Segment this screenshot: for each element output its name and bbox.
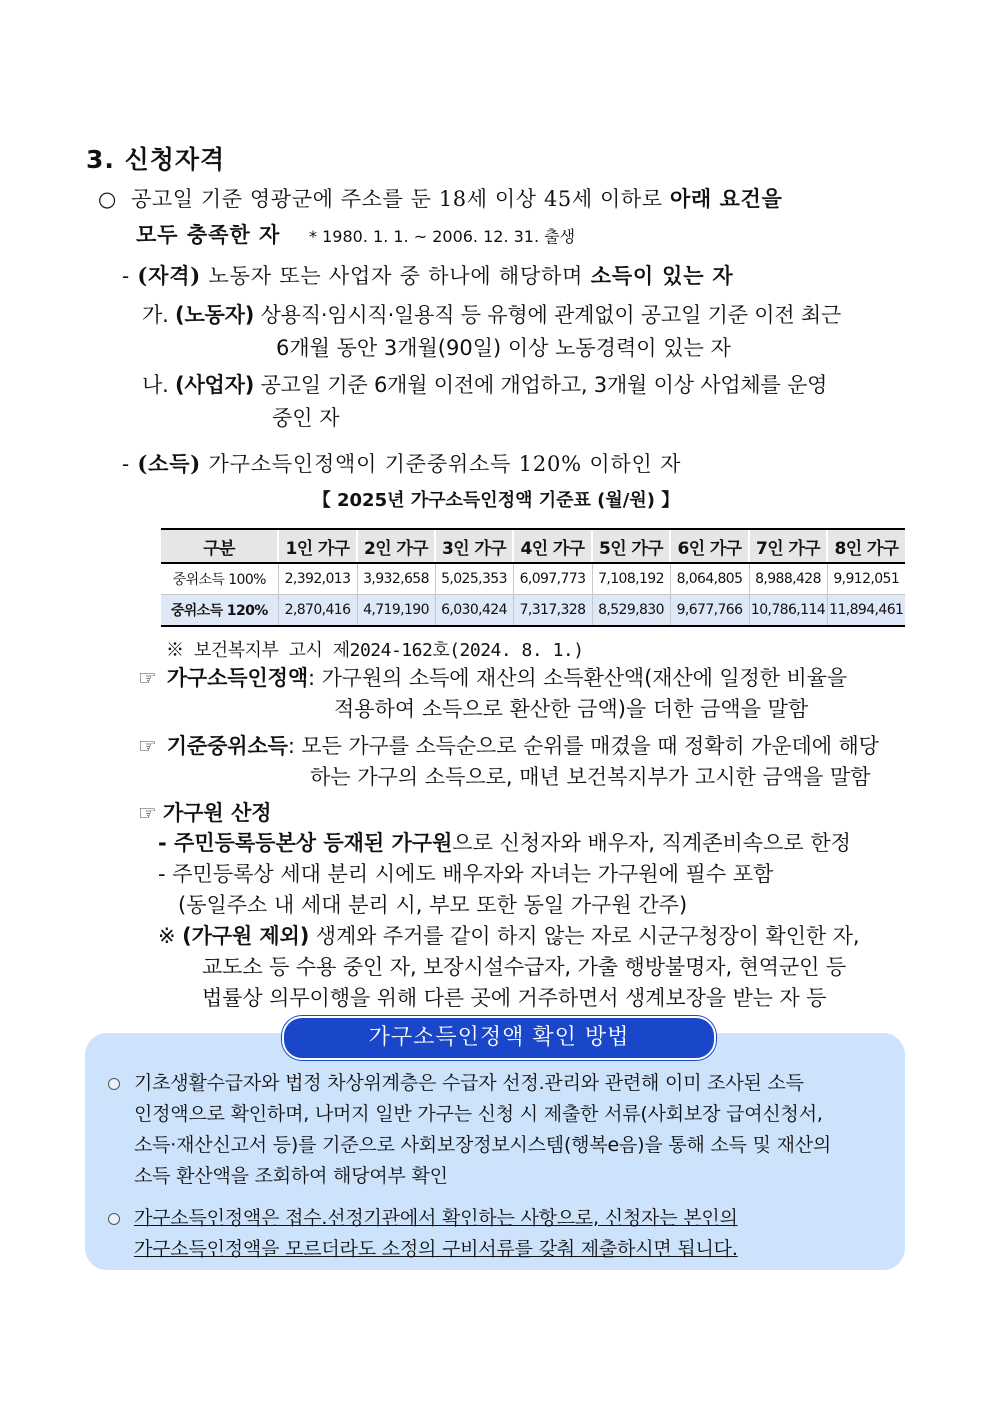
table-cell: 2,870,416 (278, 595, 357, 627)
qualification-tag: (자격) (137, 263, 202, 288)
worker-line1 (142, 300, 841, 330)
table-cell: 5,025,353 (435, 563, 513, 595)
pointing-hand-icon: ☞ (138, 734, 157, 758)
business-tag: (사업자) (175, 373, 255, 397)
table-cell: 9,677,766 (670, 595, 749, 627)
definition-term: 가구소득인정액 (166, 666, 309, 690)
table-header-cell: 4인 가구 (513, 529, 592, 563)
income-line (122, 449, 681, 479)
definition-term: 가구원 산정 (162, 801, 272, 825)
table-row (161, 563, 905, 595)
worker-line2: 6개월 동안 3개월(90일) 이상 노동경력이 있는 자 (276, 336, 731, 360)
members-exclusion-line2: 교도소 등 수용 중인 자, 보장시설수급자, 가출 행방불명자, 현역군인 등 (202, 955, 847, 979)
dash-marker: - (158, 831, 175, 855)
table-cell: 2,392,013 (278, 563, 357, 595)
table-cell: 중위소득 100% (161, 563, 278, 595)
table-cell: 8,529,830 (592, 595, 670, 627)
eligibility-main-bold: 아래 요건을 (669, 186, 783, 211)
table-cell: 6,097,773 (513, 563, 592, 595)
qualification-text: 노동자 또는 사업자 중 하나에 해당하며 (201, 264, 591, 288)
definition-median-income-line2: 하는 가구의 소득으로, 매년 보건복지부가 고시한 금액을 말함 (310, 765, 871, 789)
business-label: 나. (142, 373, 176, 397)
info-para2-line1: 가구소득인정액은 접수.선정기관에서 확인하는 사항으로, 신청자는 본인의 (134, 1207, 738, 1229)
members-exclusion-line3: 법률상 의무이행을 위해 다른 곳에 거주하면서 생계보장을 받는 자 등 (202, 986, 827, 1010)
note-marker: ※ (158, 924, 183, 948)
table-cell: 3,932,658 (357, 563, 435, 595)
definition-text: : 가구원의 소득에 재산의 소득환산액(재산에 일정한 비율을 (308, 666, 848, 690)
info-box-title: 가구소득인정액 확인 방법 (282, 1016, 716, 1060)
business-line1 (142, 370, 827, 400)
section-title: 3. 신청자격 (86, 145, 226, 174)
info-para1-line2: 인정액으로 확인하며, 나머지 일반 가구는 신청 시 제출한 서류(사회보장 급여신청서, (134, 1103, 823, 1125)
qualification-bold: 소득이 있는 자 (590, 263, 734, 288)
table-header-cell: 5인 가구 (592, 529, 670, 563)
definition-text: : 모든 가구를 소득순으로 순위를 매겼을 때 정확히 가운데에 해당 (287, 734, 879, 758)
definition-members (138, 798, 272, 828)
members-exclusion (158, 921, 859, 951)
business-text: 공고일 기준 6개월 이전에 개업하고, 3개월 이상 사업체를 운영 (254, 373, 828, 397)
table-cell: 중위소득 120% (161, 595, 278, 627)
table-header-cell: 6인 가구 (670, 529, 749, 563)
dash-marker: - (122, 452, 130, 476)
info-para1-line4: 소득 환산액을 조회하여 해당여부 확인 (134, 1165, 448, 1187)
income-tag: (소득) (137, 451, 202, 476)
pointing-hand-icon: ☞ (138, 666, 157, 690)
table-header-cell: 8인 가구 (827, 529, 905, 563)
table-cell: 6,030,424 (435, 595, 513, 627)
definition-household-income (138, 663, 847, 693)
table-header-cell: 2인 가구 (357, 529, 435, 563)
dash-marker: - (122, 264, 130, 288)
table-cell: 7,108,192 (592, 563, 670, 595)
definition-median-income (138, 731, 879, 761)
income-text: 가구소득인정액이 기준중위소득 120% 이하인 자 (201, 452, 682, 476)
worker-tag: (노동자) (175, 303, 255, 327)
table-cell: 8,988,428 (749, 563, 827, 595)
eligibility-line2 (136, 220, 575, 252)
pointing-hand-icon: ☞ (138, 801, 157, 825)
qualification-line (122, 261, 734, 291)
members-item1-text: 으로 신청자와 배우자, 직계존비속으로 한정 (452, 831, 851, 855)
table-cell: 11,894,461 (827, 595, 905, 627)
eligibility-main-text: 공고일 기준 영광군에 주소를 둔 18세 이상 45세 이하로 (130, 187, 670, 211)
table-cell: 10,786,114 (749, 595, 827, 627)
eligibility-main (98, 184, 908, 214)
definition-term: 기준중위소득 (166, 734, 288, 758)
members-item1-bold: 주민등록등본상 등재된 가구원 (174, 831, 453, 855)
table-row-highlight (161, 595, 905, 627)
info-para2-line2: 가구소득인정액을 모르더라도 소정의 구비서류를 갖춰 제출하시면 됩니다. (134, 1238, 738, 1260)
table-header-row (161, 529, 905, 563)
members-exclusion-text: 생계와 주거를 같이 하지 않는 자로 시군구청장이 확인한 자, (309, 924, 860, 948)
worker-text: 상용직·임시직·일용직 등 유형에 관계없이 공고일 기준 이전 최근 (254, 303, 842, 327)
members-item2-sub: (동일주소 내 세대 분리 시, 부모 또한 동일 가구원 간주) (178, 893, 688, 917)
table-cell: 7,317,328 (513, 595, 592, 627)
eligibility-line2-bold: 모두 충족한 자 (136, 222, 281, 247)
table-header-cell: 3인 가구 (435, 529, 513, 563)
table-header-cell: 7인 가구 (749, 529, 827, 563)
members-exclusion-tag: (가구원 제외) (182, 924, 310, 948)
members-item1 (158, 828, 851, 858)
info-para1-line3: 소득·재산신고서 등)를 기준으로 사회보장정보시스템(행복e음)을 통해 소득 및 재산의 (134, 1134, 832, 1156)
birth-note: * 1980. 1. 1. ~ 2006. 12. 31. 출생 (309, 227, 576, 246)
table-header-cell: 구분 (161, 529, 278, 563)
table-cell: 8,064,805 (670, 563, 749, 595)
circle-bullet-icon (108, 1213, 120, 1225)
members-item2: - 주민등록상 세대 분리 시에도 배우자와 자녀는 가구원에 필수 포함 (158, 862, 774, 886)
table-cell: 4,719,190 (357, 595, 435, 627)
table-title: 【 2025년 가구소득인정액 기준표 (월/원) 】 (312, 490, 680, 511)
worker-label: 가. (142, 303, 176, 327)
table-header-cell: 1인 가구 (278, 529, 357, 563)
table-source-note: ※ 보건복지부 고시 제2024-162호(2024. 8. 1.) (166, 640, 584, 661)
table-cell: 9,912,051 (827, 563, 905, 595)
definition-household-income-line2: 적용하여 소득으로 환산한 금액)을 더한 금액을 말함 (334, 697, 809, 721)
info-para1-line1: 기초생활수급자와 법정 차상위계층은 수급자 선정.관리와 관련해 이미 조사된 소득 (134, 1072, 804, 1094)
circle-bullet-icon (108, 1078, 120, 1090)
circle-bullet-icon: ○ (98, 187, 117, 211)
income-standard-table (161, 528, 905, 627)
business-line2: 중인 자 (272, 406, 340, 430)
